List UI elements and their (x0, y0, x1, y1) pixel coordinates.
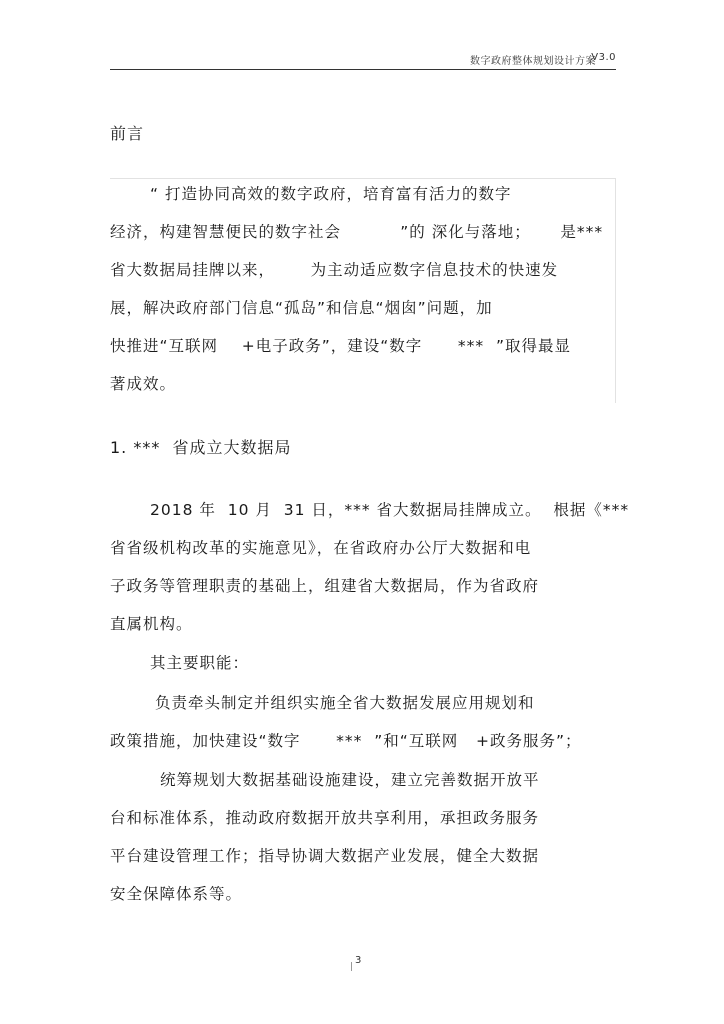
preface-line: 经济，构建智慧便民的数字社会 ”的 深化与落地； 是*** (110, 223, 604, 241)
paragraph-line: 子政务等管理职责的基础上，组建省大数据局，作为省政府 (110, 577, 540, 595)
preface-line: 快推进“互联网 +电子政务”，建设“数字 *** ”取得最显 (110, 337, 571, 355)
header-divider (110, 69, 616, 70)
preface-title: 前言 (110, 124, 145, 143)
quote-box-top-border (110, 178, 616, 179)
duty-line: 平台建设管理工作；指导协调大数据产业发展，健全大数据 (110, 847, 540, 865)
section-title: 1. *** 省成立大数据局 (110, 438, 292, 457)
preface-line: 著成效。 (110, 375, 177, 393)
preface-line: 展，解决政府部门信息“孤岛”和信息“烟囱”问题，加 (110, 299, 493, 317)
paragraph-line: 省省级机构改革的实施意见》，在省政府办公厅大数据和电 (110, 539, 532, 557)
paragraph-line: 2018 年 10 月 31 日，*** 省大数据局挂牌成立。 根据《*** (150, 501, 630, 519)
page-number: 3 (355, 955, 362, 966)
duties-label: 其主要职能： (150, 654, 250, 672)
duty-line: 负责牵头制定并组织实施全省大数据发展应用规划和 (155, 694, 535, 712)
preface-line: 省大数据局挂牌以来， 为主动适应数字信息技术的快速发 (110, 261, 559, 279)
duty-line: 统筹规划大数据基础设施建设，建立完善数据开放平 (160, 771, 540, 789)
header-version: V3.0 (591, 52, 616, 63)
duty-line: 安全保障体系等。 (110, 885, 243, 903)
duty-line: 台和标准体系，推动政府数据开放共享利用，承担政务服务 (110, 809, 540, 827)
header-doc-title: 数字政府整体规划设计方案 (470, 56, 596, 67)
page-number-mark (351, 962, 352, 971)
preface-line: “ 打造协同高效的数字政府，培育富有活力的数字 (150, 185, 512, 203)
quote-box-right-border (615, 178, 616, 403)
paragraph-line: 直属机构。 (110, 615, 193, 633)
duty-line: 政策措施，加快建设“数字 *** ”和“互联网 +政务服务”； (110, 732, 582, 750)
